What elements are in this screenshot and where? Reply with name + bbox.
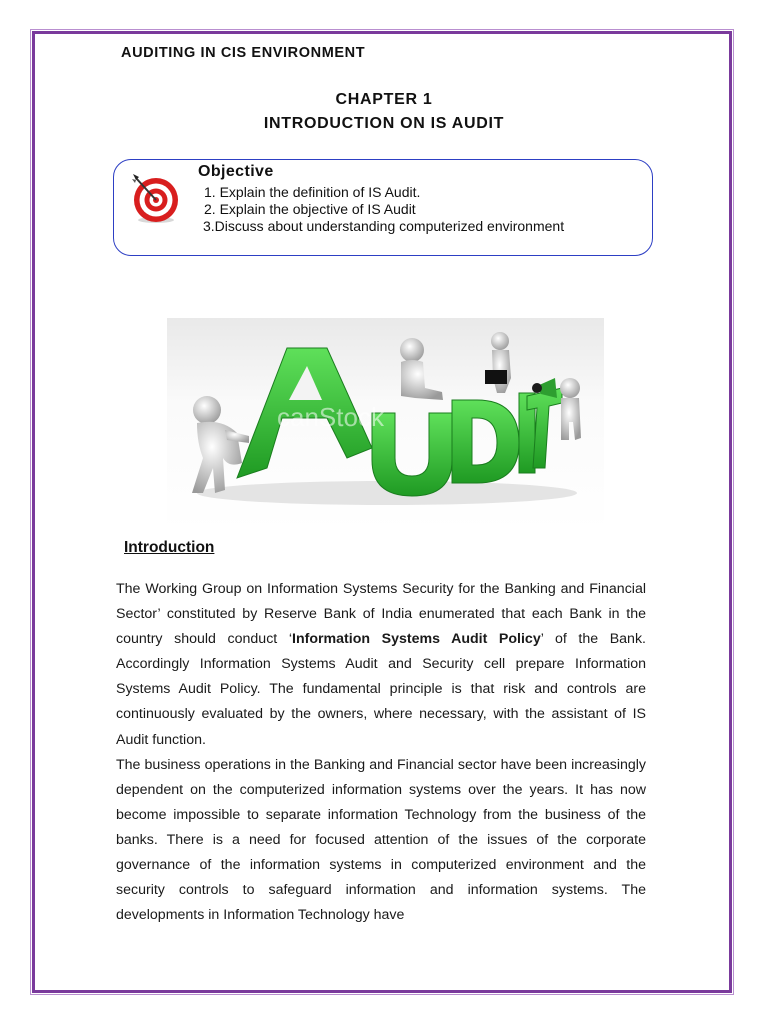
objective-box xyxy=(113,159,653,256)
audit-illustration-graphic xyxy=(167,318,604,531)
introduction-body xyxy=(116,577,646,928)
chapter-number: CHAPTER 1 xyxy=(335,91,433,108)
audit-illustration xyxy=(167,318,604,531)
paragraph-1 xyxy=(116,577,646,753)
objective-item: 1. Explain the definition of IS Audit. xyxy=(204,184,421,200)
paragraph-1-text: The Working Group on Information Systems Security for the Banking and Financial Sector’ constituted by Reserve Bank of India enumerated that each Bank in the country should conduct ‘ xyxy=(116,581,646,648)
objective-item: 3.Discuss about understanding computerized environment xyxy=(203,218,565,234)
introduction-heading: Introduction xyxy=(124,539,215,556)
paragraph-1-text-cont: ’ of the Bank. Accordingly Information Systems Audit and Security cell prepare Information Systems Audit Policy. The fundamental principle is that risk and controls are continuously evaluated by the owners, where necessary, with the assistant of IS Audit function. xyxy=(116,631,646,748)
target-icon xyxy=(128,170,184,226)
objective-list xyxy=(204,184,564,235)
objective-title: Objective xyxy=(198,163,274,180)
policy-emphasis: Information Systems Audit Policy xyxy=(292,631,541,648)
paragraph-2: The business operations in the Banking and Financial sector have been increasingly dependent on the computerized information systems over the years. It has now become impossible to separate information Technology from the business of the banks. There is a need for focused attention of the issues of the corporate governance of the information systems in computerized environment and the security controls to safeguard information and information systems. The developments in Information Technology have xyxy=(116,756,646,924)
objective-item: 2. Explain the objective of IS Audit xyxy=(204,201,416,217)
chapter-title: INTRODUCTION ON IS AUDIT xyxy=(263,115,505,132)
document-header: AUDITING IN CIS ENVIRONMENT xyxy=(121,45,366,61)
watermark-text: canStock xyxy=(277,402,384,432)
